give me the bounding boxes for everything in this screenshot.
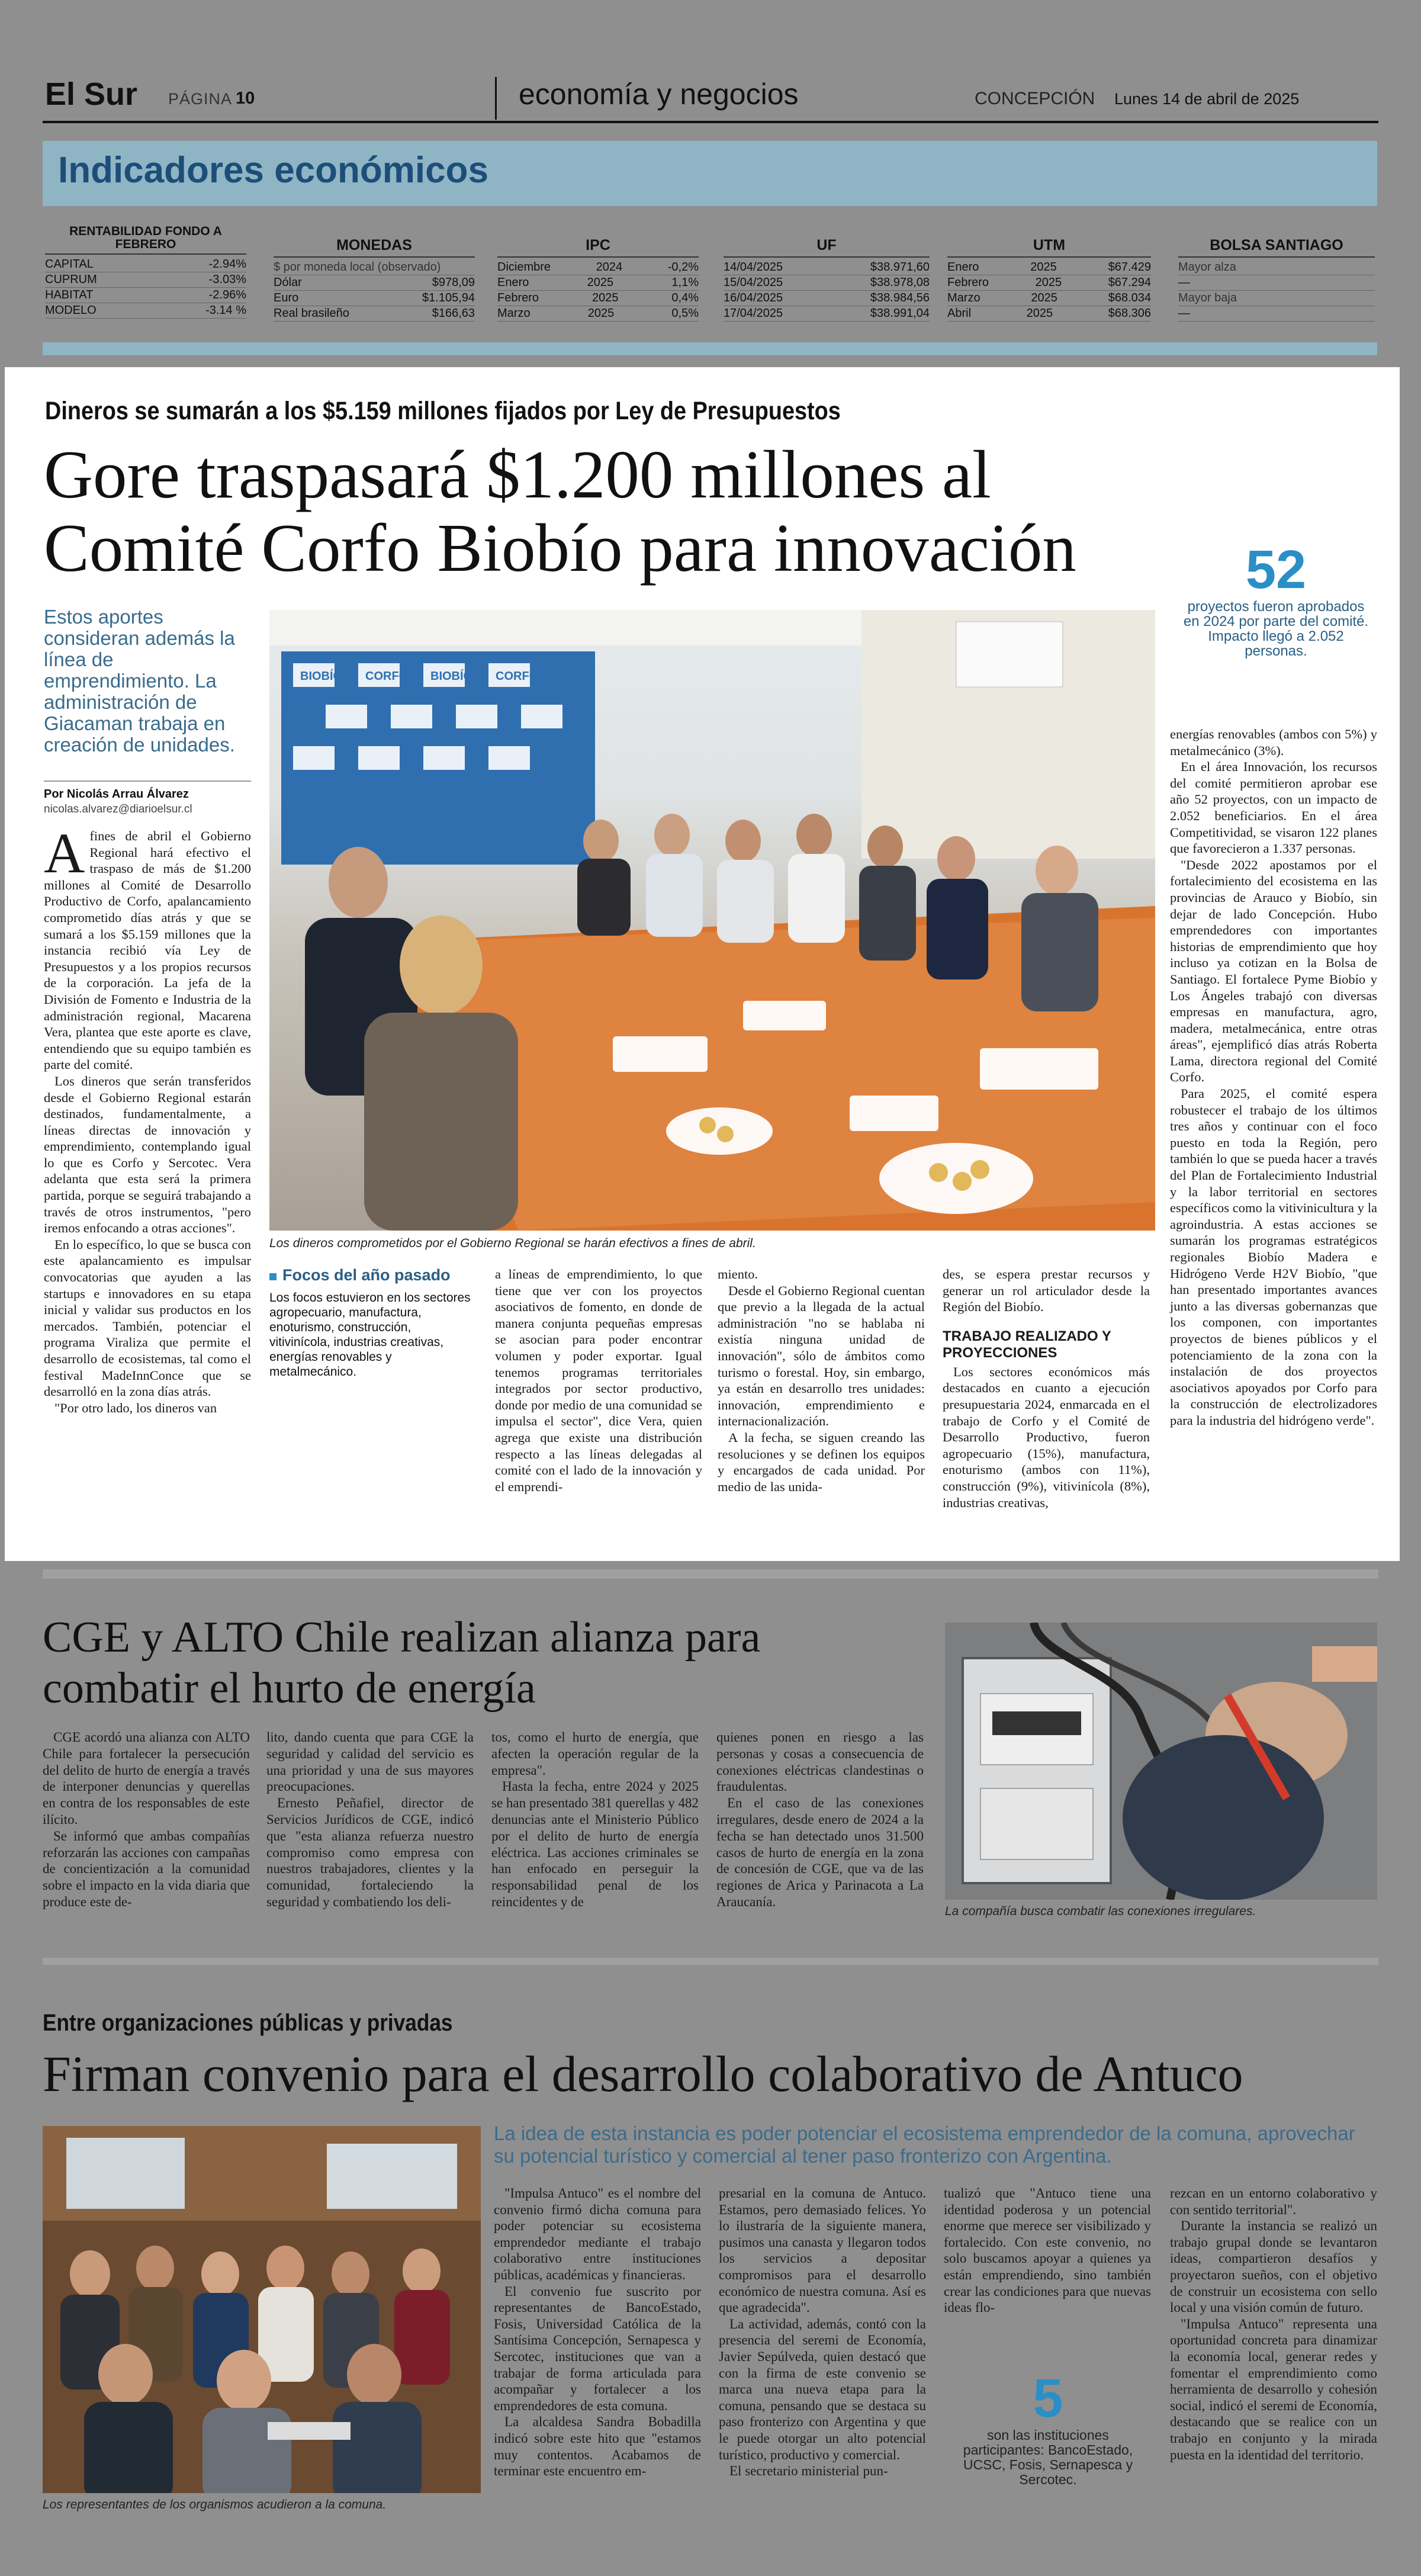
headline-line-2: Comité Corfo Biobío para innovación [44,510,1076,586]
paragraph: La alcaldesa Sandra Bobadilla indicó sobre este hito que "estamos muy contentos. Acabamos de terminar este encuentro em- [494,2414,701,2479]
antuco-photo-art [43,2126,481,2493]
ipc-header: IPC [497,237,699,258]
backdrop-sign-1: BIOBÍO [300,670,343,683]
masthead-rule [43,121,1378,123]
bolsa-table [1178,237,1375,322]
table-row: Diciembre 2024 -0,2% [497,260,699,275]
paragraph: A la fecha, se siguen creando las resoluciones y se definen los equipos y encargados de cada unidad. Por medio de las unida- [718,1430,925,1494]
headline-line-1: CGE y ALTO Chile realizan alianza para [43,1613,761,1662]
bolsa-header: BOLSA SANTIAGO [1178,237,1375,258]
paragraph: La actividad, además, contó con la presencia del seremi de Economía, Javier Sepúlveda, quien destacó que con la firma de este convenio se marca una nueva etapa para la comuna, pensando que se destaca su paso fronterizo con Argentina y que le puede otorgar un alto potencial turístico, productivo y comercial. [719,2316,926,2462]
paragraph: energías renovables (ambos con 5%) y metalmecánico (3%). [1170,727,1377,758]
paragraph: En lo específico, lo que se busca con este apalancamiento es impulsar convocatorias que ayuden a las startups e innovadores en su etapa inicial y validar sus productos en los mercados. También, potenciar el programa Viraliza que permite el desarrollo de ecosistemas, tal como el festival MadeInnConce que se desarrolló en la zona días atrás. [44,1236,251,1399]
article-gore-col-4 [943,1266,1150,1511]
paragraph: En el caso de las conexiones irregulares, desde enero de 2024 a la fecha se han detectado unos 31.500 casos de hurto de energía en la zona de concesión de CGE, que va de las regiones de Arica y Parinacota a La Araucanía. [716,1796,924,1909]
paragraph: El convenio fue suscrito por representantes de BancoEstado, Fosis, Universidad Católica de la Santísima Concepción, Sernapesca y Sercotec, instituciones que van a trabajar de forma articulada para acompañar y fortalecer a los emprendedores de esta comuna. [494,2283,701,2413]
paragraph: fines de abril el Gobierno Regional hará efectivo el traspaso de más de $1.200 millones al Comité de Desarrollo Productivo de Corfo, apalancamiento comprometido días atrás y que se sumará a los $5.159 millones que la instancia recibió vía Ley de Presupuestos y a los propios recursos de la corporación. La jefa de la División de Fomento e Industria de la administración regional, Macarena Vera, plantea que este aporte es clave, entendiendo que su equipo también es parte del comité. [44,828,251,1072]
table-row: 14/04/2025 $38.971,60 [724,260,930,275]
paragraph: Desde el Gobierno Regional cuentan que previo a la llegada de la actual administración "no se hablaba ni existía ninguna unidad de innovación", sólo de ámbitos como turismo o forestal. Hoy, sin embargo, ya están en desarrollo tres unidades: innovación, emprendimiento e internacionalización. [718,1283,925,1429]
table-row: — [1178,306,1375,322]
article-gore-col-5 [1170,726,1377,1429]
paragraph: Se informó que ambas compañías reforzarán las acciones con campañas de concientización a la comunidad sobre el impacto en la vida diaria que produce este de- [43,1828,250,1909]
bullet-icon [269,1273,277,1280]
uf-table [724,237,930,322]
monedas-sub: $ por moneda local (observado) [274,260,475,275]
table-row: Mayor alza [1178,260,1375,275]
table-row: Enero 2025 1,1% [497,275,699,291]
article-gore-lede: Estos aportes consideran además la línea de emprendimiento. La administración de Giacaman trabaja en creación de unidades. [44,606,235,756]
paragraph: Durante la instancia se realizó un trabajo grupal donde se levantaron ideas, compartieron desafíos y proyectaron sueños, con el objetivo de construir un ecosistema con sello local y una visión común de futuro. [1170,2218,1377,2315]
article-antuco-lede: La idea de esta instancia es poder potenciar el ecosistema emprendedor de la comuna, aprovechar su potencial turístico y comercial al tener paso fronterizo con Argentina. [494,2122,1355,2167]
focos-title: Focos del año pasado [269,1266,471,1284]
article-cge-col-2 [266,1729,474,1910]
paragraph: CGE acordó una alianza con ALTO Chile para fortalecer la persecución del delito de hurto de energía a través de interponer denuncias y querellas en contra de los responsables de este ilícito. [43,1730,250,1827]
paragraph: "Impulsa Antuco" es el nombre del convenio firmó dicha comuna para poder potenciar su ecosistema emprendedor mediante el trabajo colaborativo entre instituciones públicas, académicas y financieras. [494,2186,701,2282]
paragraph: Para 2025, el comité espera robustecer el trabajo de los últimos tres años y continuar con el foco puesto en toda la Región, pero también lo que se pueda hacer a través del Plan de Fortalecimiento Industrial y la labor territorial en sectores específicos como la vitivinicultura y la agroindustria. A estas acciones se sumarán los programas estratégicos regionales Biobío Madera e Hidrógeno Verde H2V Biobío, "que han presentado importantes avances junto a las diversas gobernanzas que los componen, con importantes proyectos de bienes públicos y el potenciamiento de la zona con la instalación de dos proyectos asociativos apoyados por Corfo para la construcción de electrolizadores para la industria del hidrógeno verde". [1170,1086,1377,1428]
paragraph: Hasta la fecha, entre 2024 y 2025 se han presentado 381 querellas y 482 denuncias ante el Ministerio Público por el delito de hurto de energía eléctrica. Las acciones criminales se han enfocado en perseguir la responsabilidad penal de los reincidentes y de [491,1779,699,1909]
article-antuco-col-1 [494,2185,701,2479]
paper-name: El Sur [45,76,138,112]
table-row: Real brasileño $166,63 [274,306,475,322]
table-row: HABITAT -2.96% [45,288,246,303]
table-row: CAPITAL -2.94% [45,257,246,272]
masthead-divider [495,77,497,120]
date: Lunes 14 de abril de 2025 [1114,90,1300,108]
article-gore-col-3 [718,1266,925,1495]
article-antuco-col-3 [944,2185,1151,2316]
utm-header: UTM [947,237,1151,258]
paragraph: Los dineros que serán transferidos desde el Gobierno Regional estarán destinados, fundamentalmente, a líneas directas de innovación y emprendimiento, contemplando igual lo que es Corfo y Sercotec. Vera adelanta que esta será la primera partida, porque se seguirá trabajando a través de otros instrumentos, "pero iremos enfocando a otras acciones". [44,1073,251,1236]
subhead: TRABAJO REALIZADO Y PROYECCIONES [943,1328,1111,1361]
paragraph: tos, como el hurto de energía, que afecten la operación regular de la empresa". [491,1730,699,1778]
headline-line-2: combatir el hurto de energía [43,1664,536,1713]
article-cge-col-1 [43,1729,250,1910]
byline-email: nicolas.alvarez@diarioelsur.cl [44,803,192,815]
page-label: PÁGINA [168,90,233,108]
city: CONCEPCIÓN [975,89,1095,108]
table-row: Enero 2025 $67.429 [947,260,1151,275]
indicators-bottom-bar [43,342,1377,355]
article-antuco-kicker: Entre organizaciones públicas y privadas [43,2010,453,2036]
article-antuco-headline: Firman convenio para el desarrollo colaborativo de Antuco [43,2045,1243,2102]
monedas-header: MONEDAS [274,237,475,258]
dropcap: A [44,821,85,885]
ipc-table [497,237,699,322]
table-row: Febrero 2025 $67.294 [947,275,1151,291]
paragraph: miento. [718,1267,758,1281]
backdrop-sign-2: CORFO [365,670,409,683]
antuco-photo [43,2126,481,2493]
table-row: — [1178,275,1375,291]
table-row: MODELO -3.14 % [45,303,246,319]
electric-meter-photo [945,1623,1377,1900]
section-divider [43,1958,1378,1965]
paragraph: des, se espera prestar recursos y generar un rol articulador desde la Región del Biobío. [943,1267,1150,1315]
table-row: Febrero 2025 0,4% [497,291,699,306]
paragraph: quienes ponen en riesgo a las personas y cosas a consecuencia de conexiones eléctricas clandestinas o fraudulentas. [716,1730,924,1794]
paragraph: Ernesto Peñafiel, director de Servicios Jurídicos de CGE, indicó que "esta alianza refuerza nuestro compromiso como empresa con nuestros trabajadores, clientes y la comunidad, fortaleciendo la seguridad y combatiendo los deli- [266,1796,474,1909]
paragraph: El secretario ministerial pun- [729,2463,888,2479]
paragraph: lito, dando cuenta que para CGE la seguridad y calidad del servicio es una prioridad y una de sus mayores preocupaciones. [266,1730,474,1794]
byline-rule [44,780,251,782]
section-divider [43,1569,1378,1579]
article-cge-headline [43,1612,760,1714]
backdrop-sign-4: CORFO [496,670,539,683]
stat-note-52: proyectos fueron aprobados en 2024 por parte del comité. Impacto llegó a 2.052 personas. [1183,599,1369,659]
stat-number-52: 52 [1245,539,1307,600]
antuco-photo-caption: Los representantes de los organismos acudieron a la comuna. [43,2498,387,2511]
utm-table [947,237,1151,322]
table-row: Marzo 2025 $68.034 [947,291,1151,306]
article-gore-kicker: Dineros se sumarán a los $5.159 millones fijados por Ley de Presupuestos [45,397,841,425]
headline-line-1: Gore traspasará $1.200 millones al [44,437,991,512]
stat-note-5: son las instituciones participantes: BancoEstado, UCSC, Fosis, Sernapesca y Sercotec. [963,2427,1133,2487]
monedas-table [274,237,475,322]
fondo-header: RENTABILIDAD FONDO A FEBRERO [45,225,246,255]
meeting-photo [269,610,1155,1231]
fondo-table [45,225,246,319]
paragraph: tualizó que "Antuco tiene una identidad poderosa y un potencial enorme que merece ser visibilizado y fortalecido. Con este convenio, no solo buscamos apoyar a quienes ya están emprendiendo, sino también crear las condiciones para que nuevas ideas flo- [944,2186,1151,2315]
masthead [0,0,1421,136]
paragraph: a líneas de emprendimiento, lo que tiene que ver con los proyectos asociativos de fomento, en donde de manera conjunta pequeñas empresas se asocian para poder encontrar volumen y poder exportar. Igual tenemos programas territoriales integrados por sector productivo, donde por medio de una comunidad se impulsa el sector", dice Vera, quien agrega que existe una distribución respecto a las líneas delegadas al comité con el lado de la innovación y el emprendi- [495,1267,702,1494]
stat-number-5: 5 [1033,2368,1063,2429]
paragraph: rezcan en un entorno colaborativo y con sentido territorial". [1170,2186,1377,2217]
electric-meter-art [945,1623,1377,1900]
article-gore-headline [44,438,1076,585]
article-gore-col-2 [495,1266,702,1495]
paragraph: "Por otro lado, los dineros van [54,1400,217,1415]
focos-text: Los focos estuvieron en los sectores agropecuario, manufactura, enoturismo, construcción, vitivinícola, industrias creativas, energías renovables y metalmecánico. [269,1291,471,1379]
meeting-photo-caption: Los dineros comprometidos por el Gobierno Regional se harán efectivos a fines de abril. [269,1236,756,1250]
meeting-photo-art [269,610,1155,1231]
electric-photo-caption: La compañía busca combatir las conexiones irregulares. [945,1904,1256,1918]
backdrop-sign-3: BIOBÍO [430,670,473,683]
table-row: Euro $1.105,94 [274,291,475,306]
section-name: economía y negocios [519,78,799,111]
paragraph: Los sectores económicos más destacados en cuanto a ejecución presupuestaria 2024, enmarcada en el trabajo de Corfo y el Comité de Desarrollo Productivo, fueron agropecuario (15%), manufactura, enoturismo (ambos con 11%), construcción (9%), vitivinícola (8%), industrias creativas, [943,1364,1150,1510]
table-row: CUPRUM -3.03% [45,272,246,288]
paragraph: En el área Innovación, los recursos del comité permitieron aprobar ese año 52 proyectos, con un impacto de 2.052 beneficiarios. En el área Competitividad, se visaron 122 planes que favorecieron a 1.337 personas. [1170,759,1377,856]
table-row: 15/04/2025 $38.978,08 [724,275,930,291]
table-row: 16/04/2025 $38.984,56 [724,291,930,306]
paragraph: "Desde 2022 apostamos por el fortalecimiento del ecosistema en las provincias de Arauco y Biobío, sin dejar de lado Concepción. Hubo emprendedores con importantes historias de emprendimiento que hoy incluso ya cotizan en la Bolsa de Santiago. El fortalece Pyme Biobío y Los Ángeles trabajó con diversas empresas en manufactura, agro, madera, metalmecánica, entre otras áreas", ejemplificó días atrás Roberta Lama, directora regional del Comité Corfo. [1170,857,1377,1085]
paragraph: "Impulsa Antuco" representa una oportunidad concreta para dinamizar la economía local, generar redes y fomentar el emprendimiento como herramienta de desarrollo y cohesión social, indicó el seremi de Economía, destacando que se realice con un trabajo en conjunto y la mirada puesta en la identidad del territorio. [1170,2316,1377,2462]
table-row: Dólar $978,09 [274,275,475,291]
page-number: 10 [236,89,255,108]
table-row: Mayor baja [1178,291,1375,306]
paragraph: presarial en la comuna de Antuco. Estamos, pero demasiado felices. Yo lo ilustraría de la siguiente manera, pusimos una canasta y llegaron todos los servicios a depositar compromisos para el desarrollo económico de nuestra comuna. Así es que agradecida". [719,2186,926,2315]
focos-box [269,1266,471,1379]
uf-header: UF [724,237,930,258]
article-antuco-col-4 [1170,2185,1377,2463]
byline: Por Nicolás Arrau Álvarez [44,788,189,801]
article-cge-col-3 [491,1729,699,1910]
table-row: 17/04/2025 $38.991,04 [724,306,930,322]
indicators-title: Indicadores económicos [58,150,488,191]
article-cge-col-4 [716,1729,924,1910]
article-gore-col-1 [44,821,251,1416]
table-row: Abril 2025 $68.306 [947,306,1151,322]
table-row: Marzo 2025 0,5% [497,306,699,322]
article-antuco-col-2 [719,2185,926,2479]
